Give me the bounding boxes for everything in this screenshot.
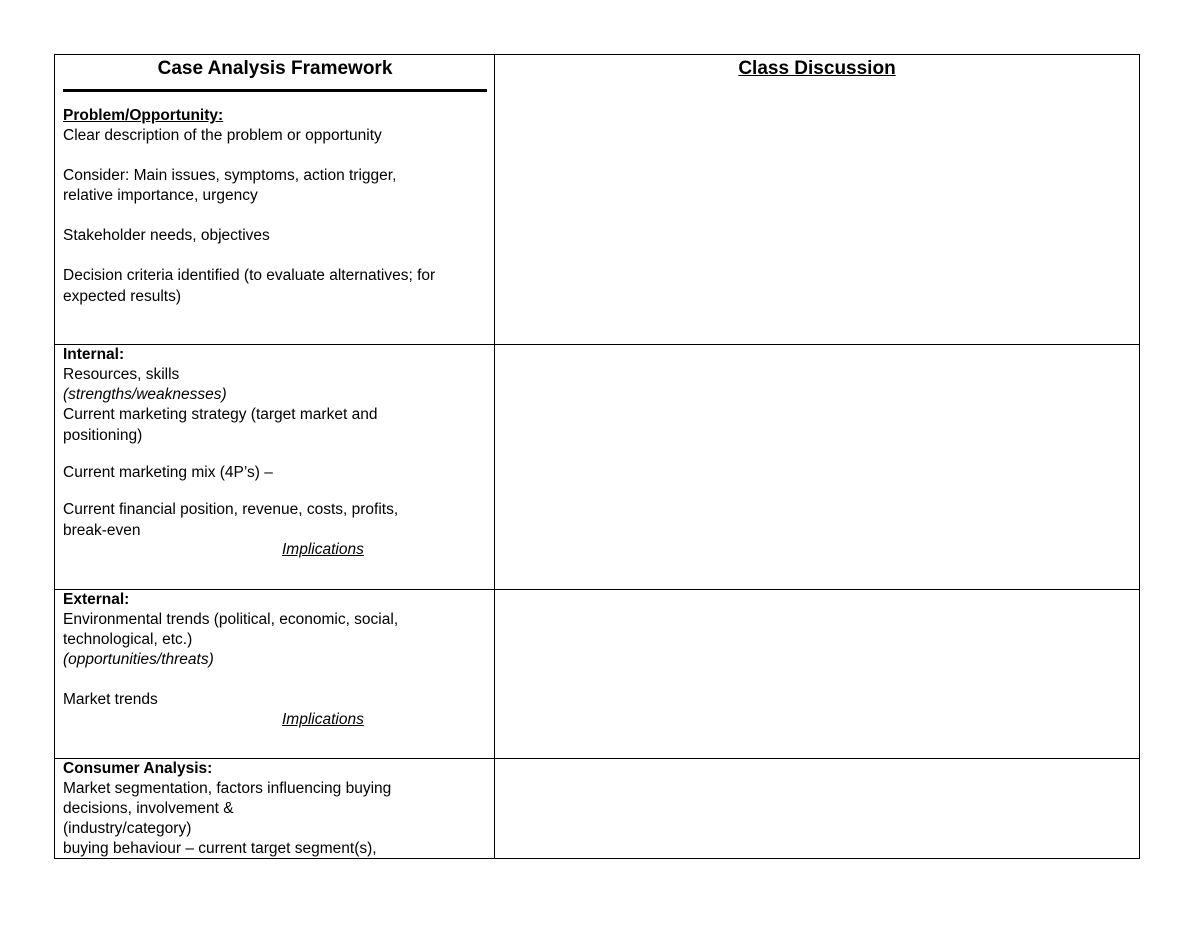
internal-line: Current marketing strategy (target market and xyxy=(63,406,378,423)
internal-line: positioning) xyxy=(63,427,143,444)
external-line: Environmental trends (political, economic, social, xyxy=(63,611,399,628)
external-cell xyxy=(55,590,495,758)
external-implications: Implications xyxy=(282,711,364,728)
external-line: Market trends xyxy=(63,691,158,708)
consumer-line: decisions, involvement & xyxy=(63,800,234,817)
problem-line: Decision criteria identified (to evaluate alternatives; for xyxy=(63,267,436,284)
problem-line: Stakeholder needs, objectives xyxy=(63,227,270,244)
problem-line: relative importance, urgency xyxy=(63,187,258,204)
discussion-cell-consumer[interactable] xyxy=(495,759,1139,858)
problem-heading: Problem/Opportunity: xyxy=(63,107,224,124)
internal-cell xyxy=(55,345,495,589)
consumer-line: Market segmentation, factors influencing buying xyxy=(63,780,392,797)
consumer-cell xyxy=(55,759,495,858)
framework-title: Case Analysis Framework xyxy=(157,58,393,79)
external-line: technological, etc.) xyxy=(63,631,193,648)
discussion-cell-problem[interactable] xyxy=(495,55,1139,344)
problem-cell xyxy=(55,55,495,344)
internal-line: Current marketing mix (4P’s) – xyxy=(63,464,273,481)
internal-implications: Implications xyxy=(282,541,364,558)
internal-line: break-even xyxy=(63,522,141,539)
internal-line: (strengths/weaknesses) xyxy=(63,386,227,403)
problem-line: Clear description of the problem or opportunity xyxy=(63,127,382,144)
internal-row xyxy=(55,344,1139,589)
internal-line: Current financial position, revenue, costs, profits, xyxy=(63,501,399,518)
external-row xyxy=(55,589,1139,758)
consumer-line: (industry/category) xyxy=(63,820,192,837)
problem-line: Consider: Main issues, symptoms, action trigger, xyxy=(63,167,397,184)
title-rule xyxy=(63,89,487,92)
problem-row xyxy=(55,55,1139,344)
external-line: (opportunities/threats) xyxy=(63,651,214,668)
discussion-cell-external[interactable] xyxy=(495,590,1139,758)
case-analysis-table xyxy=(54,54,1140,859)
problem-line: expected results) xyxy=(63,288,182,305)
internal-line: Resources, skills xyxy=(63,366,180,383)
consumer-line: buying behaviour – current target segment(s), xyxy=(63,840,377,857)
consumer-heading: Consumer Analysis: xyxy=(63,760,213,777)
consumer-row xyxy=(55,758,1139,858)
internal-heading: Internal: xyxy=(63,346,125,363)
discussion-cell-internal[interactable] xyxy=(495,345,1139,589)
external-heading: External: xyxy=(63,591,130,608)
class-discussion-title: Class Discussion xyxy=(738,58,896,79)
